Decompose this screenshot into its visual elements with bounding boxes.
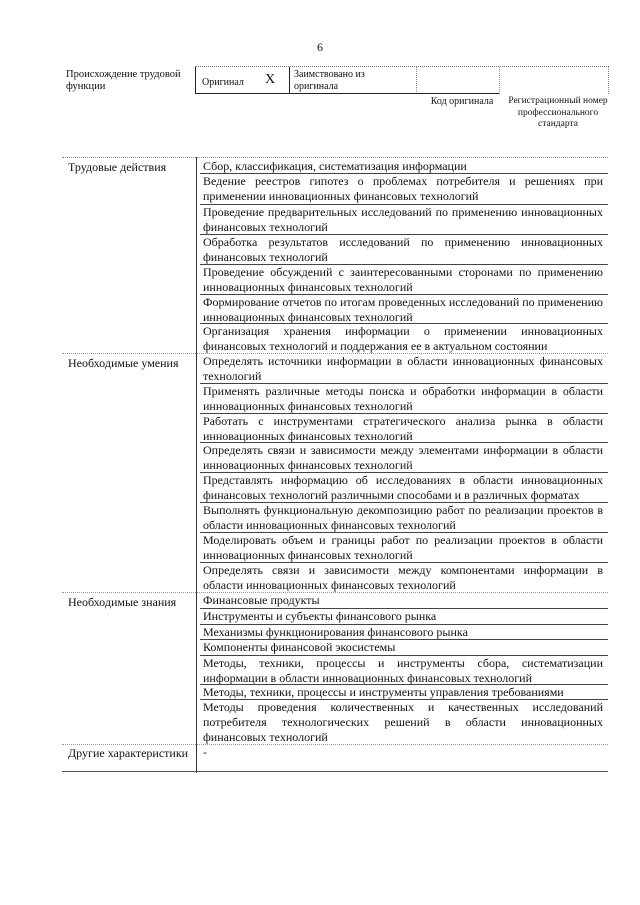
code-caption: Код оригинала — [430, 96, 494, 107]
table-cell: Выполнять функциональную декомпозицию работ по реализации проектов в области инновационных финансовых технологий — [203, 503, 603, 532]
table-cell: Определять источники информации в области инновационных финансовых технологий — [203, 354, 603, 383]
table-bottom-border — [62, 771, 608, 772]
original-label: Оригинал — [202, 77, 244, 88]
table-cell: Моделировать объем и границы работ по реализации проектов в области инновационных финансовых технологий — [203, 533, 603, 562]
table-cell: Проведение предварительных исследований по применению инновационных финансовых технологий — [203, 205, 603, 234]
table-cell: Работать с инструментами стратегического анализа рынка в области инновационных финансовых технологий — [203, 414, 603, 443]
table-cell: Обработка результатов исследований по применению инновационных финансовых технологий — [203, 235, 603, 264]
section-label-other: Другие характеристики — [68, 746, 189, 760]
origin-table — [195, 66, 609, 94]
table-cell: Механизмы функционирования финансового рынка — [203, 625, 468, 639]
original-mark: X — [265, 72, 276, 87]
table-cell: Формирование отчетов по итогам проведенных исследований по применению инновационных финансовых технологий — [203, 295, 603, 324]
section-label-knowledge: Необходимые знания — [68, 595, 177, 609]
table-cell: Организация хранения информации о применении инновационных финансовых технологий и поддержания ее в актуальном состоянии — [203, 324, 603, 353]
table-cell: Проведение обсуждений с заинтересованными сторонами по применению инновационных финансовых технологий — [203, 265, 603, 294]
table-top-border — [62, 157, 608, 158]
table-cell: Инструменты и субъекты финансового рынка — [203, 609, 437, 623]
table-cell: Методы проведения количественных и качественных исследований потребителя технологических решений в области инновационных финансовых технологий — [203, 700, 603, 744]
table-cell: Ведение реестров гипотез о проблемах потребителя и решениях при применении инновационных финансовых технологий — [203, 174, 603, 203]
table-cell: Определять связи и зависимости между элементами информации в области инновационных финансовых технологий — [203, 443, 603, 472]
table-cell: Методы, техники, процессы и инструменты управления требованиями — [203, 685, 564, 699]
table-cell: - — [203, 745, 207, 759]
table-cell: Определять связи и зависимости между компонентами информации в области инновационных финансовых технологий — [203, 563, 603, 592]
origin-label: Происхождение трудовой функции — [66, 69, 181, 92]
page-number: 6 — [317, 40, 323, 54]
section-label-skills: Необходимые умения — [68, 356, 179, 370]
table-cell: Представлять информацию об исследованиях в области инновационных финансовых технологий различными способами и в различных форматах — [203, 473, 603, 502]
section-label-actions: Трудовые действия — [68, 160, 167, 174]
reg-number-caption: Регистрационный номер профессионального стандарта — [508, 96, 608, 129]
borrowed-label: Заимствовано из оригинала — [294, 69, 365, 92]
origin-divider — [195, 93, 499, 94]
function-table — [62, 157, 608, 773]
table-cell: Сбор, классификация, систематизация информации — [203, 159, 467, 173]
original-cell — [195, 67, 289, 94]
code-cell — [416, 67, 499, 94]
table-cell: Компоненты финансовой экосистемы — [203, 640, 396, 654]
borrowed-cell — [289, 67, 416, 94]
table-cell: Методы, техники, процессы и инструменты сбора, систематизации информации в области инновационных финансовых технологий — [203, 656, 603, 685]
reg-number-cell — [499, 67, 609, 94]
column-divider — [196, 157, 197, 773]
table-cell: Финансовые продукты — [203, 593, 320, 607]
table-cell: Применять различные методы поиска и обработки информации в области инновационных финансовых технологий — [203, 384, 603, 413]
